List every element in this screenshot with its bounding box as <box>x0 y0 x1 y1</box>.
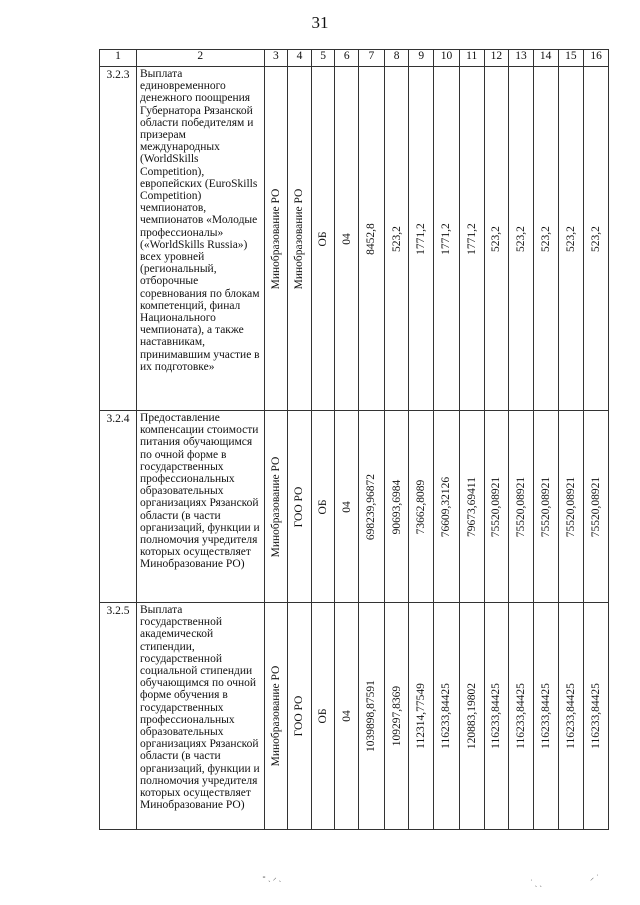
page-number: 31 <box>311 13 329 32</box>
code-text: 04 <box>340 500 353 513</box>
source-text: ОБ <box>317 499 330 514</box>
value-text: 523,2 <box>564 225 577 252</box>
value-text: 75520,08921 <box>490 476 503 537</box>
header-cell: 14 <box>533 50 558 67</box>
source-cell <box>311 67 335 411</box>
responsible-text: Минобразование РО <box>269 665 282 767</box>
value-cell <box>533 411 558 603</box>
value-text: 90693,6984 <box>390 479 403 534</box>
header-cell: 8 <box>384 50 409 67</box>
value-text: 523,2 <box>490 225 503 252</box>
source-text: ОБ <box>317 708 330 724</box>
responsible-text: Минобразование РО <box>269 188 282 289</box>
value-cell <box>484 67 509 411</box>
row-description: Выплата государственной академической стипендии, государственной социальной стипендии обучающимся по очной форме обучения в государственных профессиональных образовательных организациях Рязанской области (в части организаций, функции и полномочия учредителя которых осуществляет Минобразование РО) <box>137 603 265 830</box>
value-cell <box>434 603 460 830</box>
value-cell <box>434 67 460 411</box>
value-text: 523,2 <box>590 225 603 252</box>
responsible-cell <box>264 411 288 603</box>
value-text: 1039898,87591 <box>365 680 378 752</box>
value-text: 116233,84425 <box>564 683 577 749</box>
value-cell <box>509 411 534 603</box>
executor-cell <box>288 67 312 411</box>
responsible-cell <box>264 67 288 411</box>
executor-cell <box>288 603 312 830</box>
value-cell <box>584 67 609 411</box>
header-cell: 9 <box>409 50 434 67</box>
value-cell <box>409 67 434 411</box>
value-text: 75520,08921 <box>564 476 577 537</box>
header-cell: 5 <box>311 50 335 67</box>
scan-mark: ⸝ ˙ <box>590 873 599 882</box>
code-cell <box>335 411 359 603</box>
header-cell: 15 <box>558 50 584 67</box>
value-text: 75520,08921 <box>514 476 527 537</box>
value-cell <box>558 67 584 411</box>
row-description: Предоставление компенсации стоимости питания обучающимся по очной форме в государственных профессиональных образовательных организациях Рязанской области (в части организаций, функции и полномочия учредителя которых осуществляет Минобразование РО) <box>137 411 265 603</box>
row-description: Выплата единовременного денежного поощрения Губернатора Рязанской области победителям и призерам международных (WorldSkills Competition), европейских (EuroSkills Competition) чемпионатов, чемпионатов «Молодые профессионалы» («WorldSkills Russia») всех уровней (региональный, отборочные соревнования по блокам компетенций, финал Национального чемпионата), а также наставникам, принимавшим участие в их подготовке» <box>137 67 265 411</box>
executor-text: ГОО РО <box>293 695 306 737</box>
value-cell <box>409 603 434 830</box>
table-row <box>100 67 609 411</box>
value-cell <box>459 603 484 830</box>
header-cell: 4 <box>288 50 312 67</box>
value-cell <box>459 411 484 603</box>
header-cell: 6 <box>335 50 359 67</box>
code-text: 04 <box>340 710 353 722</box>
value-cell <box>584 603 609 830</box>
source-text: ОБ <box>317 231 330 246</box>
budget-table <box>99 49 609 830</box>
value-cell <box>409 411 434 603</box>
value-cell <box>384 603 409 830</box>
header-cell: 3 <box>264 50 288 67</box>
value-text: 79673,69411 <box>465 476 478 537</box>
value-text: 116233,84425 <box>514 683 527 749</box>
value-cell <box>509 603 534 830</box>
code-text: 04 <box>340 232 353 245</box>
header-cell: 7 <box>359 50 385 67</box>
header-cell: 10 <box>434 50 460 67</box>
value-text: 73662,8089 <box>415 479 428 534</box>
value-text: 1771,2 <box>415 222 428 255</box>
value-text: 109297,8369 <box>390 685 403 747</box>
value-cell <box>434 411 460 603</box>
code-cell <box>335 603 359 830</box>
header-cell: 16 <box>584 50 609 67</box>
header-cell: 11 <box>459 50 484 67</box>
responsible-text: Минобразование РО <box>269 456 282 557</box>
header-cell: 13 <box>509 50 534 67</box>
value-text: 116233,84425 <box>490 683 503 749</box>
value-text: 523,2 <box>514 225 527 252</box>
value-text: 1771,2 <box>465 222 478 255</box>
value-cell <box>384 411 409 603</box>
value-cell <box>533 603 558 830</box>
header-cell: 2 <box>137 50 265 67</box>
value-cell <box>459 67 484 411</box>
row-code: 3.2.5 <box>100 603 137 830</box>
executor-cell <box>288 411 312 603</box>
value-text: 112314,77549 <box>415 683 428 749</box>
value-text: 8452,8 <box>365 222 378 255</box>
table-row <box>100 411 609 603</box>
source-cell <box>311 411 335 603</box>
value-cell <box>584 411 609 603</box>
source-cell <box>311 603 335 830</box>
value-text: 116233,84425 <box>440 683 453 749</box>
value-text: 76609,32126 <box>440 476 453 537</box>
value-cell <box>359 603 385 830</box>
header-cell: 12 <box>484 50 509 67</box>
row-code: 3.2.4 <box>100 411 137 603</box>
header-row <box>100 50 609 67</box>
value-cell <box>558 411 584 603</box>
value-text: 120883,19802 <box>465 682 478 750</box>
value-text: 116233,84425 <box>539 683 552 749</box>
header-cell: 1 <box>100 50 137 67</box>
value-text: 75520,08921 <box>590 476 603 537</box>
executor-text: Минобразование РО <box>293 188 306 289</box>
value-cell <box>359 411 385 603</box>
table-row <box>100 603 609 830</box>
value-text: 1771,2 <box>440 222 453 255</box>
row-code: 3.2.3 <box>100 67 137 411</box>
value-text: 523,2 <box>539 225 552 252</box>
value-cell <box>533 67 558 411</box>
value-cell <box>484 603 509 830</box>
code-cell <box>335 67 359 411</box>
value-cell <box>558 603 584 830</box>
value-cell <box>359 67 385 411</box>
value-cell <box>509 67 534 411</box>
scan-mark: ⁃ ˏ ⸝ ˎ <box>262 873 282 882</box>
value-text: 523,2 <box>390 225 403 252</box>
value-text: 698239,96872 <box>365 473 378 540</box>
value-cell <box>484 411 509 603</box>
scan-mark: ˙ ˎ ˏ <box>530 878 542 887</box>
value-text: 75520,08921 <box>539 476 552 537</box>
responsible-cell <box>264 603 288 830</box>
value-text: 116233,84425 <box>590 683 603 749</box>
value-cell <box>384 67 409 411</box>
executor-text: ГОО РО <box>293 486 306 527</box>
